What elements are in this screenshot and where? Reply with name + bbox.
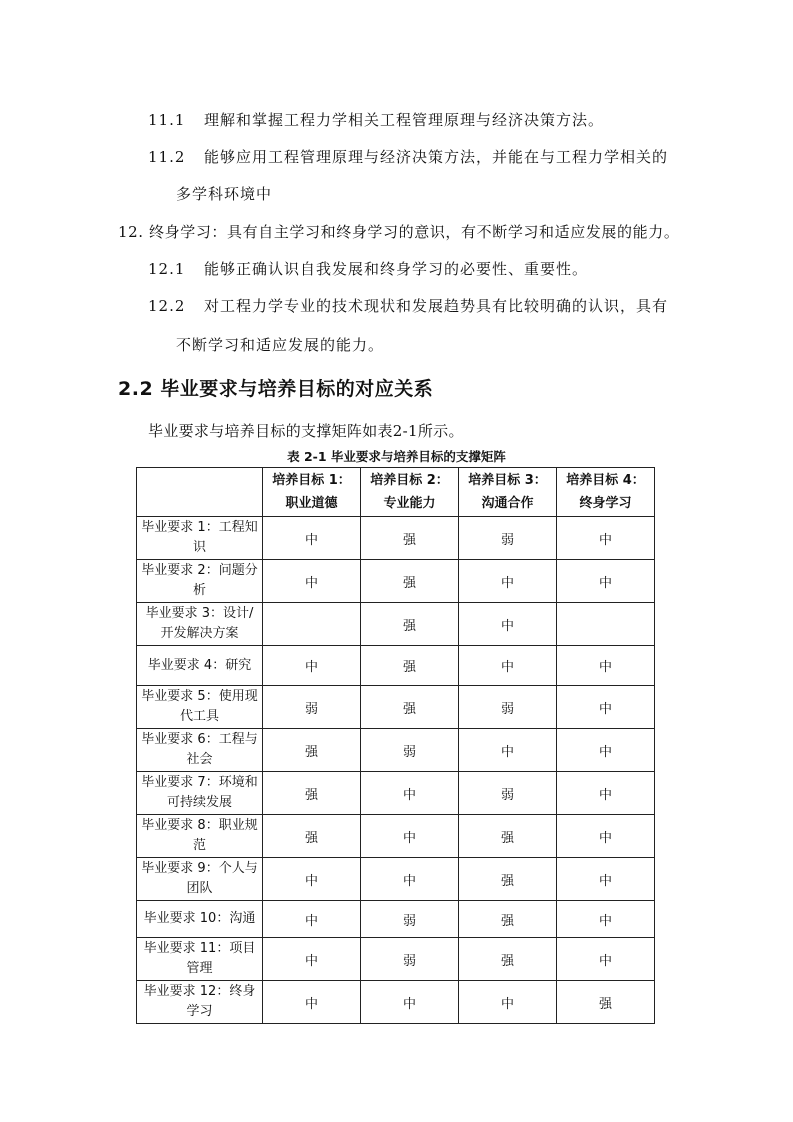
table-cell: 中 — [263, 560, 361, 603]
table-cell: 中 — [263, 517, 361, 560]
table-row — [137, 729, 655, 772]
table-cell: 强 — [557, 981, 655, 1024]
table-cell: 强 — [361, 517, 459, 560]
item-text: 理解和掌握工程力学相关工程管理原理与经济决策方法。 — [204, 111, 605, 129]
item-12: 12. 终身学习：具有自主学习和终身学习的意识，有不断学习和适应发展的能力。 — [118, 223, 680, 241]
header-goal-2: 培养目标 2： 专业能力 — [361, 468, 459, 517]
table-cell: 中 — [557, 772, 655, 815]
item-11-1 — [148, 109, 604, 131]
header-goal-3: 培养目标 3： 沟通合作 — [459, 468, 557, 517]
table-cell: 强 — [263, 729, 361, 772]
header-goal-4: 培养目标 4： 终身学习 — [557, 468, 655, 517]
table-cell: 中 — [361, 981, 459, 1024]
table-cell: 中 — [459, 603, 557, 646]
table-cell: 中 — [459, 981, 557, 1024]
table-cell: 弱 — [361, 901, 459, 938]
table-row — [137, 938, 655, 981]
table-row — [137, 815, 655, 858]
table-row — [137, 560, 655, 603]
row-header: 毕业要求 4：研究 — [137, 646, 263, 686]
table-row — [137, 646, 655, 686]
table-cell: 中 — [557, 858, 655, 901]
table-cell: 强 — [459, 815, 557, 858]
table-row — [137, 901, 655, 938]
section-heading: 2.2 毕业要求与培养目标的对应关系 — [118, 378, 434, 400]
table-cell: 强 — [361, 686, 459, 729]
corner-cell — [137, 468, 263, 517]
table-cell: 中 — [459, 729, 557, 772]
item-11-2 — [148, 146, 668, 168]
support-matrix-table — [136, 467, 655, 1024]
table-cell: 中 — [557, 729, 655, 772]
table-cell: 中 — [557, 938, 655, 981]
table-cell: 中 — [557, 815, 655, 858]
table-cell: 弱 — [459, 686, 557, 729]
table-row — [137, 603, 655, 646]
item-number: 11.1 — [148, 111, 186, 129]
row-header: 毕业要求 9：个人与 团队 — [137, 858, 263, 901]
table-cell: 弱 — [361, 938, 459, 981]
item-text: 能够应用工程管理原理与经济决策方法，并能在与工程力学相关的 — [204, 148, 669, 166]
row-header: 毕业要求 12：终身 学习 — [137, 981, 263, 1024]
table-cell: 强 — [263, 815, 361, 858]
table-cell: 中 — [557, 646, 655, 686]
table-cell: 中 — [459, 646, 557, 686]
item-12-2-continuation: 不断学习和适应发展的能力。 — [176, 336, 385, 354]
table-cell: 强 — [459, 938, 557, 981]
table-cell: 强 — [459, 901, 557, 938]
row-header: 毕业要求 7：环境和 可持续发展 — [137, 772, 263, 815]
item-text: 能够正确认识自我发展和终身学习的必要性、重要性。 — [204, 260, 589, 278]
row-header: 毕业要求 2：问题分 析 — [137, 560, 263, 603]
row-header: 毕业要求 10：沟通 — [137, 901, 263, 938]
table-cell — [557, 603, 655, 646]
table-cell: 中 — [361, 815, 459, 858]
table-cell: 中 — [263, 646, 361, 686]
row-header: 毕业要求 6：工程与 社会 — [137, 729, 263, 772]
row-header: 毕业要求 5：使用现 代工具 — [137, 686, 263, 729]
item-number: 11.2 — [148, 148, 186, 166]
item-text: 对工程力学专业的技术现状和发展趋势具有比较明确的认识，具有 — [204, 297, 669, 315]
table-cell: 强 — [361, 603, 459, 646]
table-cell: 中 — [361, 858, 459, 901]
table-cell — [263, 603, 361, 646]
table-row — [137, 858, 655, 901]
table-cell: 弱 — [459, 772, 557, 815]
row-header: 毕业要求 3：设计/ 开发解决方案 — [137, 603, 263, 646]
section-intro: 毕业要求与培养目标的支撑矩阵如表2-1所示。 — [148, 422, 464, 440]
table-cell: 中 — [263, 938, 361, 981]
table-cell: 中 — [557, 901, 655, 938]
table-row — [137, 772, 655, 815]
row-header: 毕业要求 8：职业规 范 — [137, 815, 263, 858]
table-cell: 弱 — [459, 517, 557, 560]
table-row — [137, 517, 655, 560]
table-cell: 中 — [557, 686, 655, 729]
table-cell: 中 — [263, 858, 361, 901]
item-11-2-continuation: 多学科环境中 — [176, 185, 273, 203]
table-cell: 弱 — [263, 686, 361, 729]
table-cell: 弱 — [361, 729, 459, 772]
row-header: 毕业要求 11：项目 管理 — [137, 938, 263, 981]
header-goal-1: 培养目标 1： 职业道德 — [263, 468, 361, 517]
table-cell: 强 — [361, 646, 459, 686]
item-12-2 — [148, 295, 668, 317]
table-cell: 中 — [459, 560, 557, 603]
row-header: 毕业要求 1：工程知 识 — [137, 517, 263, 560]
table-cell: 强 — [263, 772, 361, 815]
table-caption: 表 2-1 毕业要求与培养目标的支撑矩阵 — [287, 449, 506, 464]
table-cell: 强 — [459, 858, 557, 901]
table-cell: 中 — [361, 772, 459, 815]
table-cell: 强 — [361, 560, 459, 603]
table-header-row — [137, 468, 655, 517]
table-row — [137, 686, 655, 729]
table-cell: 中 — [263, 981, 361, 1024]
table-cell: 中 — [263, 901, 361, 938]
item-number: 12.1 — [148, 260, 186, 278]
item-number: 12.2 — [148, 297, 186, 315]
table-cell: 中 — [557, 517, 655, 560]
item-12-1 — [148, 258, 588, 280]
table-cell: 中 — [557, 560, 655, 603]
table-row — [137, 981, 655, 1024]
